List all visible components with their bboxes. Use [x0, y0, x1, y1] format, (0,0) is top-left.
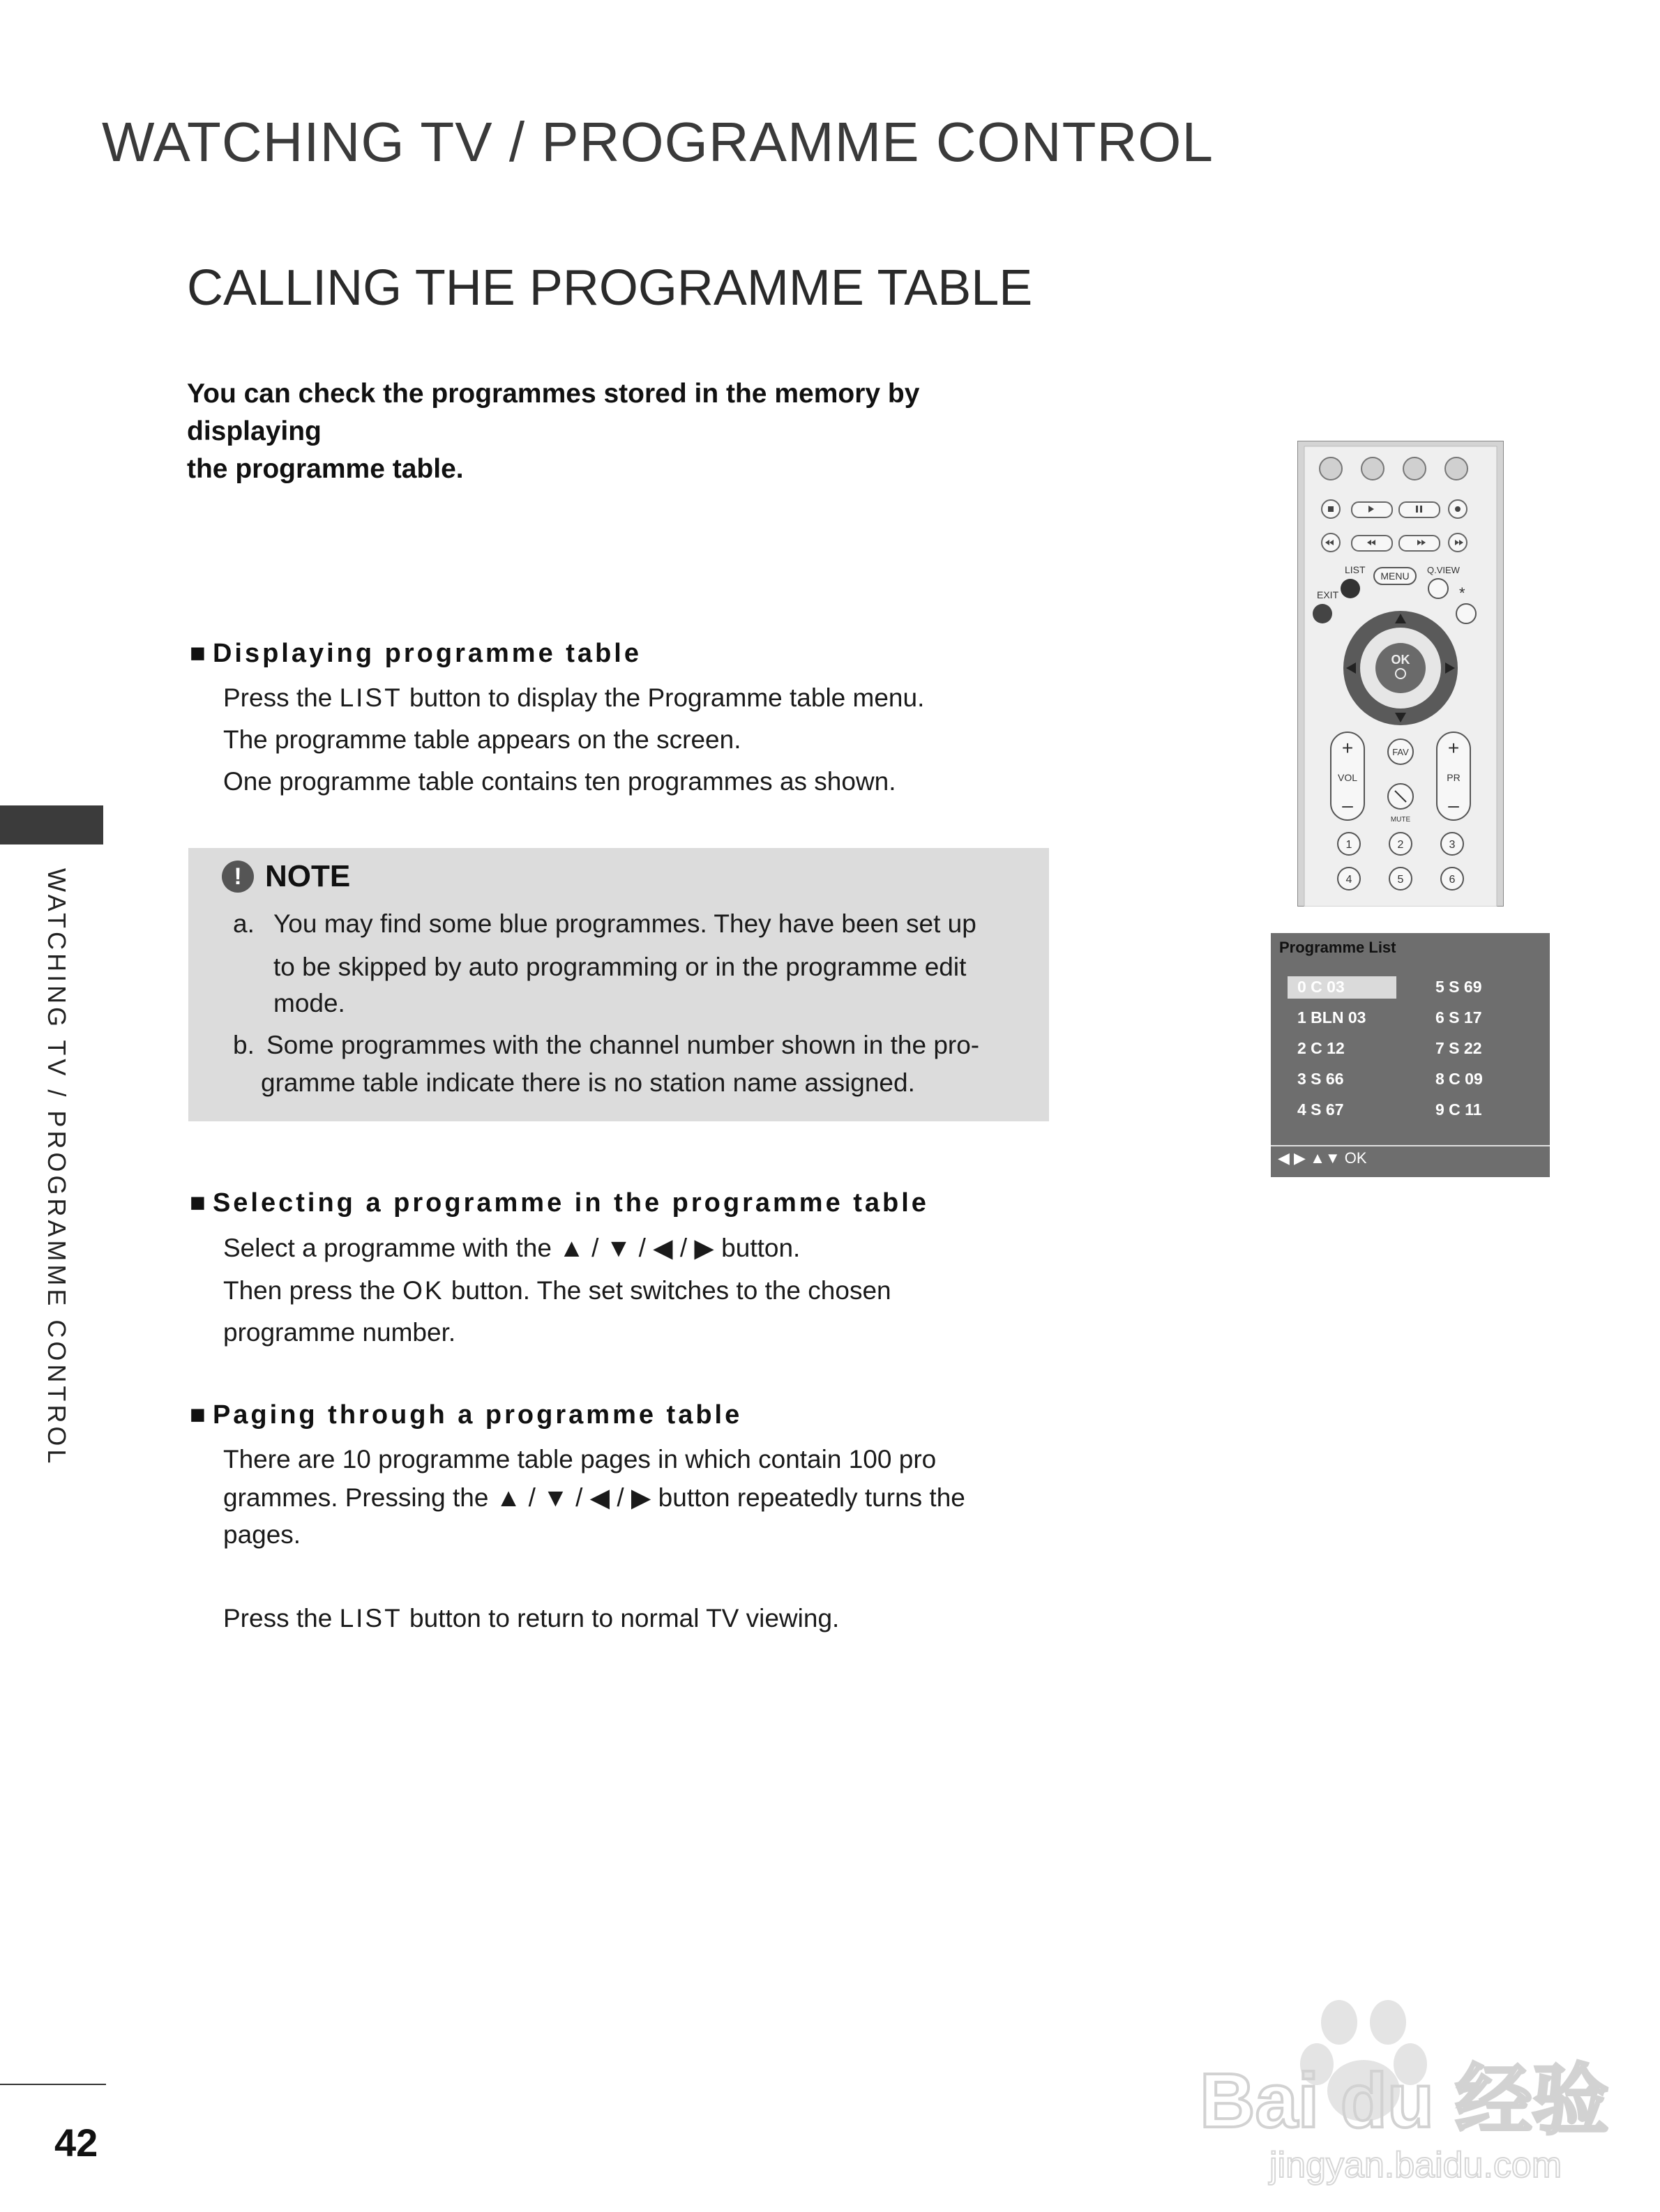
programme-list-title: Programme List [1279, 939, 1396, 956]
side-tab-marker [0, 805, 103, 844]
arrow-keys-glyphs: ▲ / ▼ / ◀ / ▶ [559, 1234, 714, 1262]
note-b-line-1: Some programmes with the channel number shown in the pro- [266, 1031, 980, 1059]
text-run: button. [714, 1234, 801, 1262]
programme-entry: 9 C 11 [1435, 1100, 1482, 1119]
intro-line: the programme table. [187, 454, 464, 484]
list-keyword: LIST [339, 1604, 402, 1633]
digit-6: 6 [1449, 874, 1456, 886]
watermark-brand: Bai du 经验 [1200, 2058, 1609, 2144]
digit-2: 2 [1397, 839, 1404, 851]
remote-control-illustration [1297, 441, 1504, 907]
text-run: Then press the [223, 1276, 403, 1305]
intro-line: You can check the programmes stored in the memory by displaying [187, 379, 920, 446]
select-line-1 [223, 1233, 800, 1263]
bullet-square: ■ [190, 639, 206, 668]
ok-keyword: OK [402, 1276, 444, 1305]
note-a-line-3: mode. [273, 989, 345, 1017]
note-title-text: NOTE [265, 859, 351, 893]
page-number-rule [0, 2084, 106, 2085]
programme-entry: 6 S 17 [1435, 1008, 1482, 1027]
page-header: WATCHING TV / PROGRAMME CONTROL [102, 111, 1214, 173]
vol-down-label: – [1342, 794, 1353, 816]
return-line [223, 1604, 839, 1633]
vol-up-label: + [1341, 737, 1354, 759]
text-run: Select a programme with the [223, 1234, 559, 1262]
paging-line-1: There are 10 programme table pages in which contain 100 pro [223, 1445, 937, 1474]
paging-line-2 [223, 1483, 965, 1513]
fav-label: FAV [1392, 747, 1409, 757]
select-heading-text: Selecting a programme in the programme table [212, 1188, 929, 1218]
programme-entry: 8 C 09 [1435, 1070, 1483, 1088]
display-line-3: One programme table contains ten programmes as shown. [223, 767, 896, 796]
bullet-square: ■ [190, 1400, 206, 1430]
programme-list-panel [1271, 933, 1550, 1177]
note-b-line-2: gramme table indicate there is no station name assigned. [261, 1068, 915, 1097]
text-run: Press the [223, 1604, 340, 1633]
note-b-label: b. [233, 1031, 255, 1059]
side-section-label: WATCHING TV / PROGRAMME CONTROL [43, 868, 71, 1467]
select-heading [190, 1188, 929, 1218]
navigation-hint: ◀ ▶ ▲▼ OK [1278, 1149, 1367, 1167]
note-a-label: a. [233, 909, 255, 938]
display-heading-text: Displaying programme table [212, 639, 642, 668]
pr-up-label: + [1447, 737, 1460, 759]
remote-ok-label: OK [1391, 653, 1410, 667]
text-run: button repeatedly turns the [651, 1483, 965, 1512]
footer-divider [1271, 1145, 1550, 1146]
programme-entry: 1 BLN 03 [1297, 1008, 1366, 1027]
remote-list-label: LIST [1345, 564, 1366, 575]
digit-3: 3 [1449, 839, 1456, 851]
paging-line-3: pages. [223, 1520, 301, 1549]
digit-5: 5 [1397, 874, 1404, 886]
display-line-2: The programme table appears on the screen. [223, 725, 741, 754]
display-heading [190, 639, 642, 669]
programme-entry: 7 S 22 [1435, 1039, 1482, 1057]
vol-label: VOL [1337, 772, 1358, 783]
programme-entry: 3 S 66 [1297, 1070, 1344, 1088]
note-a-line-2: to be skipped by auto programming or in the programme edit [273, 953, 967, 981]
select-line-3: programme number. [223, 1318, 456, 1347]
text-run: button to return to normal TV viewing. [402, 1604, 840, 1633]
select-line-2 [223, 1276, 891, 1305]
pr-label: PR [1447, 772, 1461, 783]
programme-entry: 0 C 03 [1297, 978, 1345, 996]
text-run: button to display the Programme table menu. [402, 683, 925, 712]
programme-entry: 5 S 69 [1435, 978, 1482, 996]
intro-paragraph [187, 375, 1052, 488]
remote-exit-label: EXIT [1317, 589, 1339, 600]
text-run: grammes. Pressing the [223, 1483, 496, 1512]
remote-star-label: * [1459, 584, 1465, 602]
programme-entry: 4 S 67 [1297, 1100, 1344, 1119]
text-run: button. The set switches to the chosen [444, 1276, 891, 1305]
watermark-url: jingyan.baidu.com [1269, 2145, 1562, 2186]
arrow-keys-glyphs: ▲ / ▼ / ◀ / ▶ [495, 1483, 651, 1512]
page-number: 42 [54, 2121, 98, 2165]
digit-1: 1 [1345, 839, 1352, 851]
baidu-watermark [1186, 1994, 1632, 2190]
text-run: Press the [223, 683, 340, 712]
bullet-square: ■ [190, 1188, 206, 1218]
remote-menu-label: MENU [1380, 570, 1410, 582]
paging-heading [190, 1400, 742, 1430]
pr-down-label: – [1448, 794, 1459, 816]
digit-4: 4 [1345, 874, 1352, 886]
note-a-line-1: You may find some blue programmes. They have been set up [273, 909, 976, 938]
programme-entry: 2 C 12 [1297, 1039, 1345, 1057]
exclamation-icon: ! [222, 861, 254, 893]
paging-heading-text: Paging through a programme table [212, 1400, 743, 1430]
remote-qview-label: Q.VIEW [1427, 565, 1460, 575]
display-line-1 [223, 683, 924, 713]
section-title: CALLING THE PROGRAMME TABLE [187, 260, 1033, 316]
list-keyword: LIST [339, 683, 402, 712]
note-title [222, 859, 350, 894]
mute-label: MUTE [1390, 816, 1411, 824]
